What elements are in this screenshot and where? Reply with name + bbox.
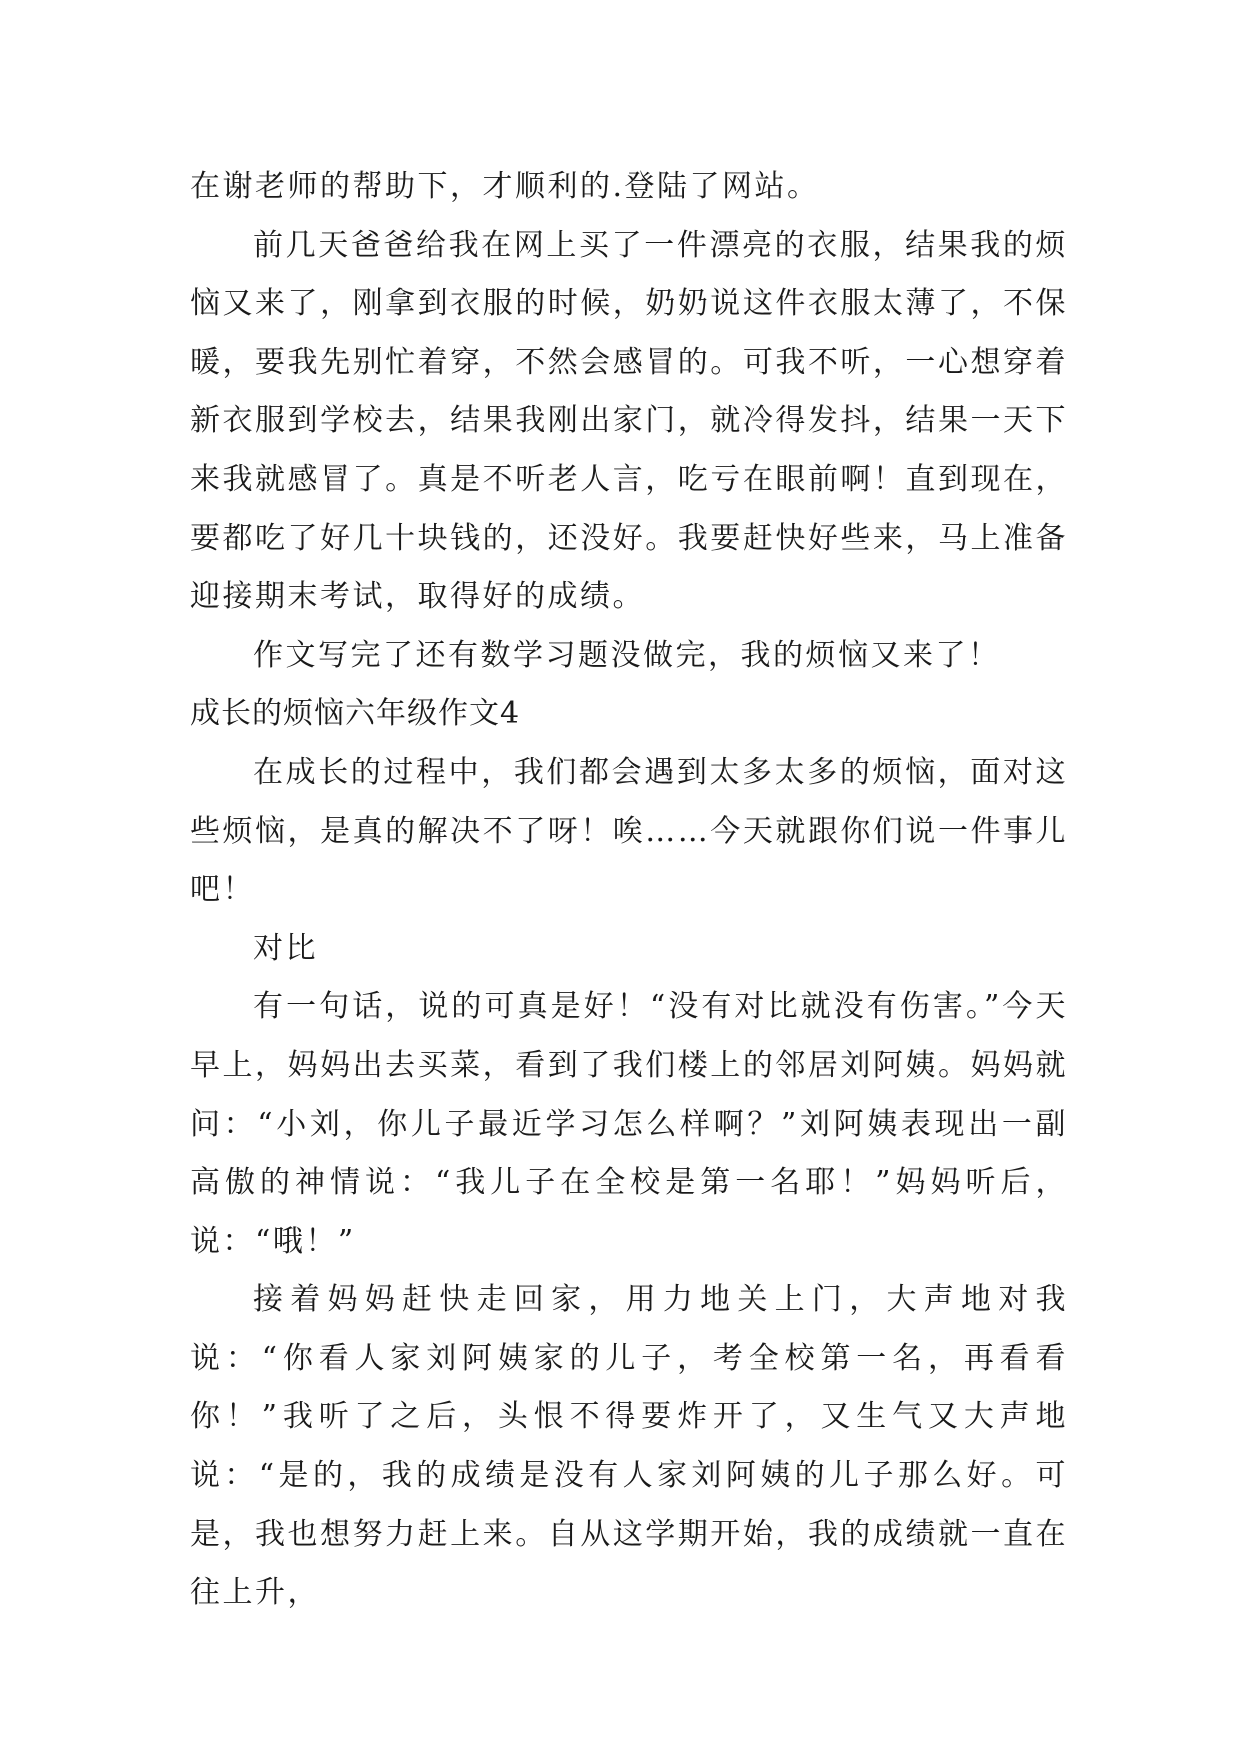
essay-title: 成长的烦恼六年级作文4: [190, 696, 521, 732]
paragraph-math-homework: 作文写完了还有数学习题没做完，我的烦恼又来了！: [253, 637, 1001, 673]
paragraph-new-clothes: 前几天爸爸给我在网上买了一件漂亮的衣服，结果我的烦恼又来了，刚拿到衣服的时候，奶奶说这件衣服太薄了，不保暖，要我先别忙着穿，不然会感冒的。可我不听，一心想穿着新衣服到学校去，结果我刚出家门，就冷得发抖，结果一天下来我就感冒了。真是不听老人言，吃亏在眼前啊！直到现在，要都吃了好几十块钱的，还没好。我要赶快好些来，马上准备迎接期末考试，取得好的成绩。: [190, 227, 1068, 615]
paragraph-continuation: 在谢老师的帮助下，才顺利的.登陆了网站。: [190, 169, 820, 204]
paragraph-comparison: 有一句话，说的可真是好！“没有对比就没有伤害。”今天早上，妈妈出去买菜，看到了我们楼上的邻居刘阿姨。妈妈就问：“小刘，你儿子最近学习怎么样啊？”刘阿姨表现出一副高傲的神情说：“我儿子在全校是第一名耶！”妈妈听后，说：“哦！”: [190, 989, 1068, 1259]
section-subtitle: 对比: [253, 930, 318, 966]
paragraph-argument: 接着妈妈赶快走回家，用力地关上门，大声地对我说：“你看人家刘阿姨家的儿子，考全校第一名，再看看你！”我听了之后，头恨不得要炸开了，又生气又大声地说：“是的，我的成绩是没有人家刘阿姨的儿子那么好。可是，我也想努力赶上来。自从这学期开始，我的成绩就一直在往上升，: [190, 1282, 1068, 1611]
text-column: [190, 158, 1068, 1623]
paragraph-intro: 在成长的过程中，我们都会遇到太多太多的烦恼，面对这些烦恼，是真的解决不了呀！唉……今天就跟你们说一件事儿吧！: [190, 754, 1068, 908]
